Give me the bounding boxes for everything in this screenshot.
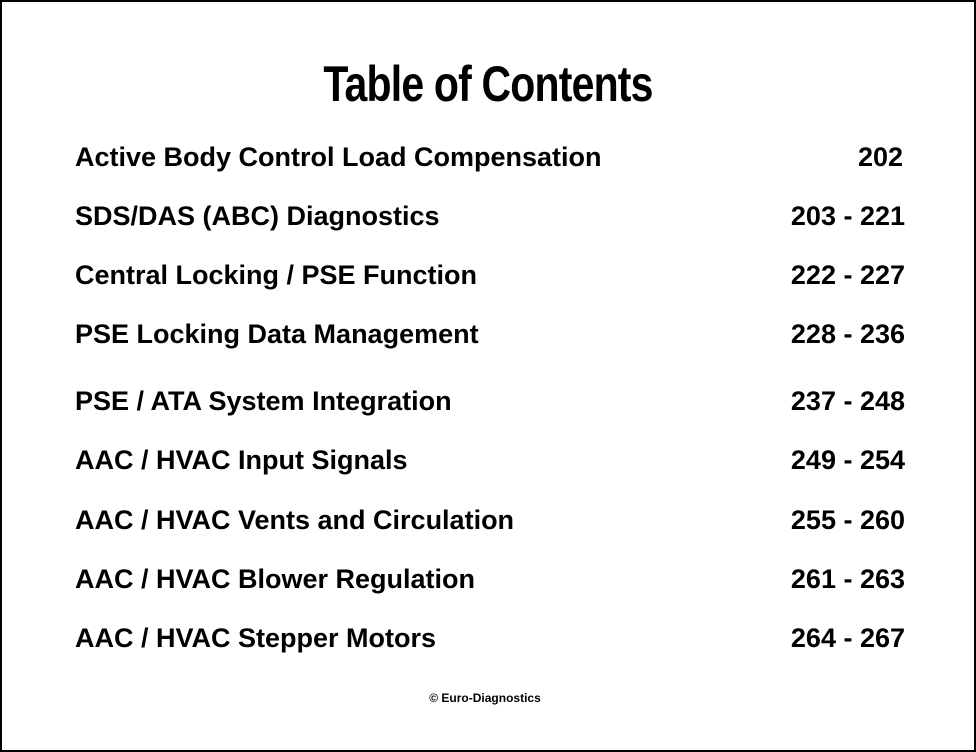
toc-entry-label: SDS/DAS (ABC) Diagnostics [75,201,440,231]
toc-entry [75,383,905,419]
copyright-footer: © Euro-Diagnostics [429,691,541,705]
toc-entry [75,139,905,175]
toc-entry [75,620,905,656]
toc-entry-label: AAC / HVAC Stepper Motors [75,623,437,653]
toc-entry-pages: 264 - 267 [790,623,905,653]
toc-entry [75,442,905,478]
toc-entry-label: AAC / HVAC Vents and Circulation [75,505,515,535]
toc-entry-pages: 249 - 254 [790,445,905,475]
toc-entry-label: Active Body Control Load Compensation [75,142,602,172]
page-title: Table of Contents [323,56,653,112]
toc-entry-pages: 228 - 236 [790,319,905,349]
toc-entry-label: AAC / HVAC Blower Regulation [75,564,476,594]
toc-entry-label: Central Locking / PSE Function [75,260,478,290]
toc-entry [75,561,905,597]
toc-entry [75,257,905,293]
toc-entry-pages: 203 - 221 [790,201,905,231]
table-of-contents [2,2,974,702]
toc-entry-label: PSE Locking Data Management [75,319,479,349]
toc-entry [75,198,905,234]
toc-entry-pages: 261 - 263 [790,564,905,594]
toc-entry-pages: 255 - 260 [790,505,905,535]
toc-entry-label: PSE / ATA System Integration [75,386,452,416]
toc-entry-pages: 222 - 227 [790,260,905,290]
toc-entry-pages: 202 [857,142,903,172]
toc-entry [75,502,905,538]
toc-entry [75,316,905,352]
toc-entry-label: AAC / HVAC Input Signals [75,445,408,475]
toc-entry-pages: 237 - 248 [790,386,905,416]
